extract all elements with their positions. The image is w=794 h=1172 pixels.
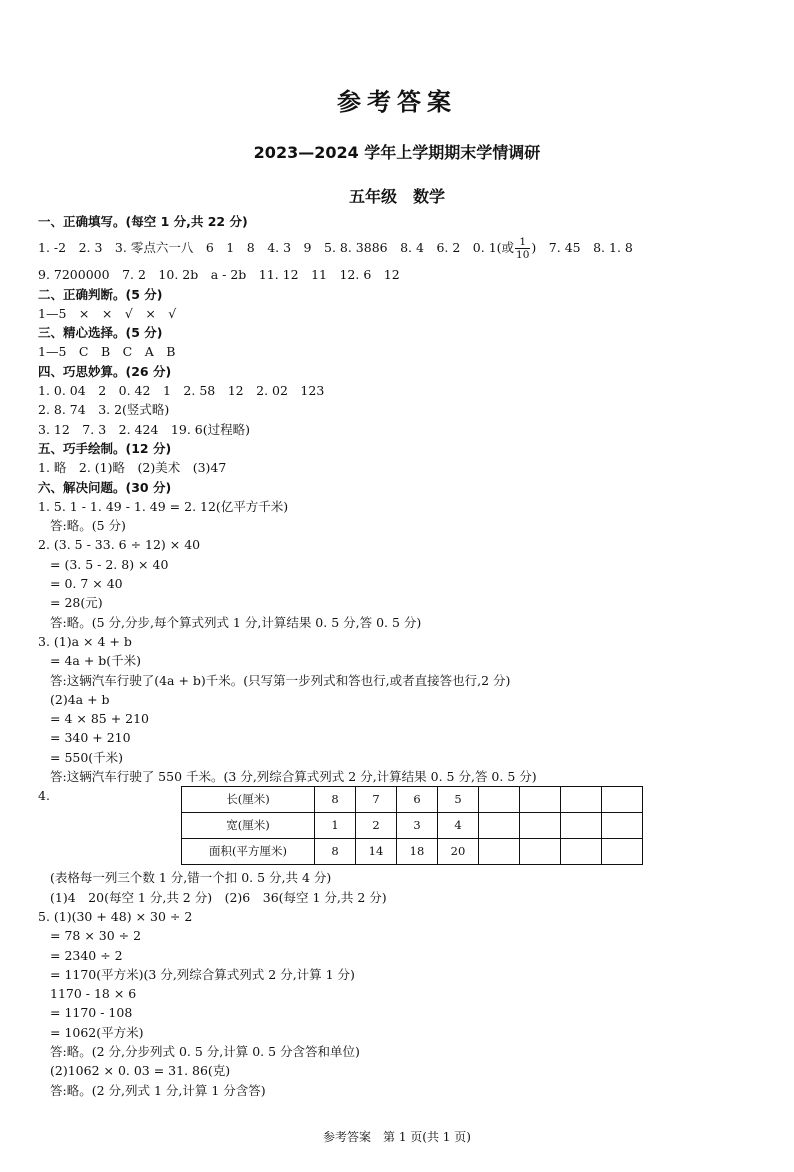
- table-cell: 2: [356, 813, 397, 839]
- q5-line: = 1062(平方米): [50, 1024, 144, 1040]
- answer-line: 9. 7200000 7. 2 10. 2b a - 2b 11. 12 11 12. 6 12: [38, 267, 400, 283]
- q3-line: = 4 × 85 + 210: [50, 711, 150, 727]
- q1-line: 1. 5. 1 - 1. 49 - 1. 49 = 2. 12(亿平方千米): [38, 498, 289, 514]
- q4-answer: (1)4 20(每空 1 分,共 2 分) (2)6 36(每空 1 分,共 2 分): [50, 889, 387, 905]
- table-cell: 20: [438, 839, 479, 865]
- table-cell: [561, 839, 602, 865]
- answer-line: 2. 8. 74 3. 2(竖式略): [38, 402, 170, 418]
- answer-line: 3. 12 7. 3 2. 424 19. 6(过程略): [38, 421, 250, 437]
- section-heading-5: 五、巧手绘制。(12 分): [38, 440, 172, 456]
- table-cell: 7: [356, 787, 397, 813]
- section-heading-1: 一、正确填写。(每空 1 分,共 22 分): [38, 214, 248, 229]
- section-heading-4: 四、巧思妙算。(26 分): [38, 363, 172, 379]
- table-header-cell: 面积(平方厘米): [182, 839, 315, 865]
- section-heading-6: 六、解决问题。(30 分): [38, 479, 172, 495]
- q5-line: = 1170 - 108: [50, 1005, 133, 1021]
- table-cell: 4: [438, 813, 479, 839]
- q5-line: (2)1062 × 0. 03 = 31. 86(克): [50, 1063, 231, 1079]
- fraction: [515, 236, 530, 261]
- fraction-numerator: 1: [515, 236, 530, 249]
- table-cell: [520, 813, 561, 839]
- answer-line: [38, 231, 758, 265]
- answer-line: 1—5 × × √ × √: [38, 305, 177, 321]
- table-row: [182, 813, 643, 839]
- answer-text: 1. -2 2. 3 3. 零点六一八 6 1 8 4. 3 9 5. 8. 3886 8. 4 6. 2 0. 1(或: [38, 240, 515, 256]
- answer-line: 1. 0. 04 2 0. 42 1 2. 58 12 2. 02 123: [38, 383, 325, 399]
- table-cell: [561, 787, 602, 813]
- q5-line: 答:略。(2 分,列式 1 分,计算 1 分含答): [50, 1082, 266, 1098]
- q3-line: = 340 + 210: [50, 730, 131, 746]
- q5-line: 答:略。(2 分,分步列式 0. 5 分,计算 0. 5 分含答和单位): [50, 1043, 360, 1059]
- q3-line: 3. (1)a × 4 + b: [38, 633, 132, 649]
- table-cell: [602, 813, 643, 839]
- exam-subtitle: 2023—2024 学年上学期期末学情调研: [253, 143, 541, 162]
- table-cell: [520, 839, 561, 865]
- grade-subject: 五年级 数学: [348, 187, 445, 206]
- section-heading-3: 三、精心选择。(5 分): [38, 325, 163, 341]
- q2-line: = 28(元): [50, 595, 103, 611]
- table-header-cell: 宽(厘米): [182, 813, 315, 839]
- table-cell: 5: [438, 787, 479, 813]
- answer-line: 1—5 C B C A B: [38, 344, 176, 360]
- page-footer: 参考答案 第 1 页(共 1 页): [323, 1130, 471, 1144]
- table-cell: 8: [315, 839, 356, 865]
- q1-line: 答:略。(5 分): [50, 518, 126, 534]
- q5-line: 1170 - 18 × 6: [50, 986, 137, 1002]
- q5-line: 5. (1)(30 + 48) × 30 ÷ 2: [38, 908, 193, 924]
- table-cell: 1: [315, 813, 356, 839]
- q3-line: 答:这辆汽车行驶了 550 千米。(3 分,列综合算式列式 2 分,计算结果 0. 5 分,答 0. 5 分): [50, 769, 537, 785]
- table-cell: 14: [356, 839, 397, 865]
- q2-line: = 0. 7 × 40: [50, 576, 123, 592]
- table-cell: 6: [397, 787, 438, 813]
- q5-line: = 2340 ÷ 2: [50, 947, 123, 963]
- table-cell: 3: [397, 813, 438, 839]
- table-cell: [561, 813, 602, 839]
- fraction-denominator: 10: [516, 249, 530, 262]
- answer-line: 1. 略 2. (1)略 (2)美术 (3)47: [38, 460, 227, 476]
- table-cell: [602, 839, 643, 865]
- q3-line: (2)4a + b: [50, 691, 110, 707]
- q3-line: = 550(千米): [50, 749, 124, 765]
- table-row: [182, 839, 643, 865]
- table-cell: [602, 787, 643, 813]
- answer-content: [38, 212, 758, 1100]
- q5-line: = 1170(平方米)(3 分,列综合算式列式 2 分,计算 1 分): [50, 966, 355, 982]
- q4-block: [38, 786, 758, 868]
- table-cell: [479, 813, 520, 839]
- q2-line: 答:略。(5 分,分步,每个算式列式 1 分,计算结果 0. 5 分,答 0. 5 分): [50, 614, 422, 630]
- rectangle-table: [181, 786, 643, 865]
- q2-line: 2. (3. 5 - 33. 6 ÷ 12) × 40: [38, 537, 201, 553]
- q3-line: = 4a + b(千米): [50, 653, 142, 669]
- table-cell: [520, 787, 561, 813]
- q4-note: (表格每一列三个数 1 分,错一个扣 0. 5 分,共 4 分): [50, 870, 332, 886]
- table-header-cell: 长(厘米): [182, 787, 315, 813]
- q3-line: 答:这辆汽车行驶了(4a + b)千米。(只写第一步列式和答也行,或者直接答也行,2 分): [50, 672, 511, 688]
- page-title: 参考答案: [337, 88, 457, 116]
- answer-text: ) 7. 45 8. 1. 8: [531, 240, 633, 256]
- section-heading-2: 二、正确判断。(5 分): [38, 286, 163, 302]
- table-cell: [479, 839, 520, 865]
- table-cell: 18: [397, 839, 438, 865]
- q5-line: = 78 × 30 ÷ 2: [50, 928, 142, 944]
- table-row: [182, 787, 643, 813]
- table-cell: 8: [315, 787, 356, 813]
- q4-label: 4.: [38, 788, 50, 804]
- table-cell: [479, 787, 520, 813]
- q2-line: = (3. 5 - 2. 8) × 40: [50, 556, 169, 572]
